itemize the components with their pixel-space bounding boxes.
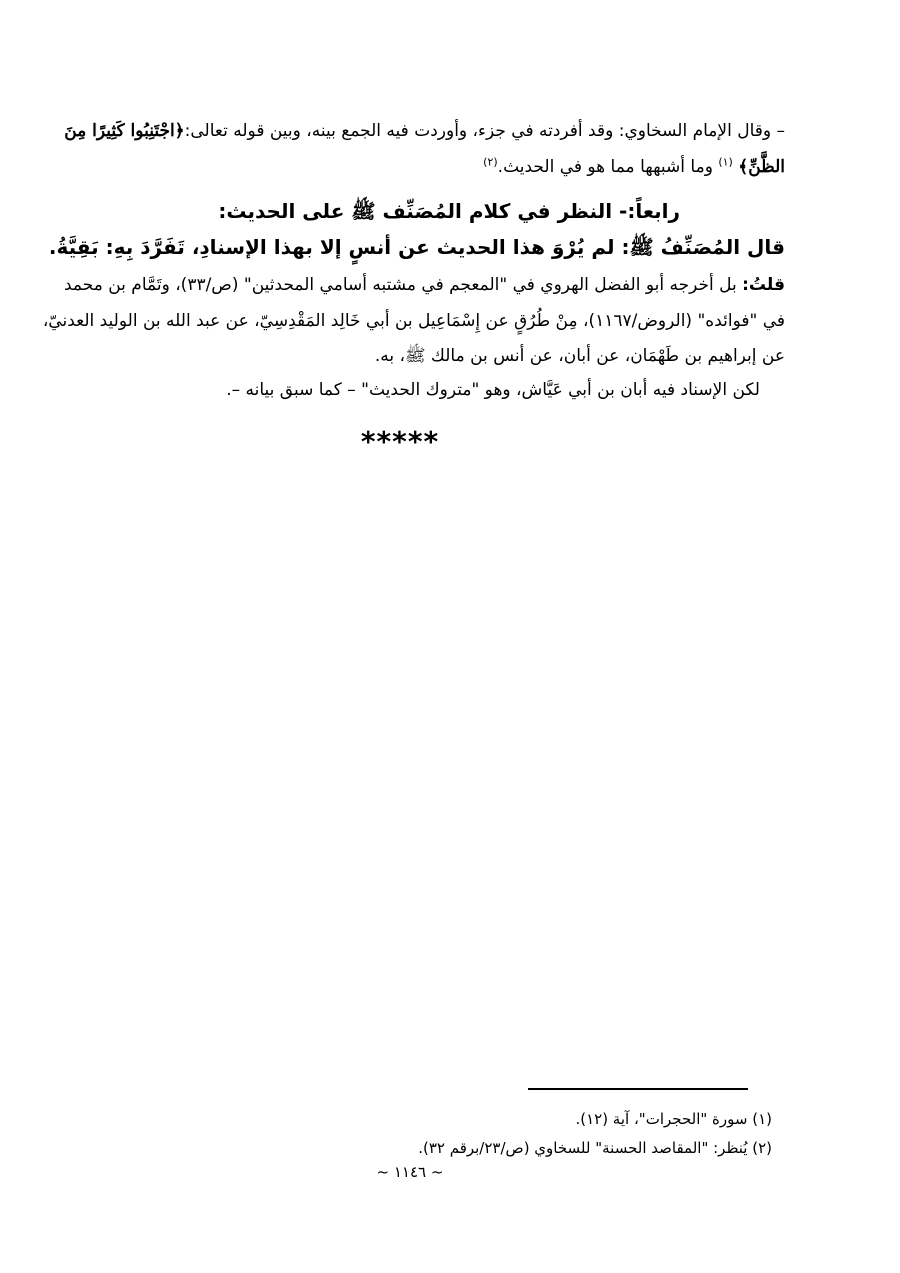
comment-label: قلتُ: (742, 275, 785, 295)
section-separator: ***** (360, 425, 440, 458)
comment-line-3 (75, 342, 785, 370)
comment-line-2-text: في "فوائده" (الروض/١١٦٧)، مِنْ طُرُقٍ عن إِسْمَاعِيل بن أبي خَالِد المَقْدِسِيّ، عن عبد الله بن الوليد العدنيّ، (42, 311, 785, 331)
footnote-divider (528, 1088, 748, 1090)
body-line-2 (75, 153, 785, 181)
quran-verse-part-1: ﴿اجْتَنِبُوا كَثِيرًا مِنَ (64, 121, 185, 141)
footnote-2-text: (٢) يُنظر: "المقاصد الحسنة" للسخاوي (ص/٢٣/برقم ٣٢). (418, 1139, 772, 1157)
footnote-1 (75, 1108, 772, 1130)
comment-line-4-text: لكن الإسناد فيه أبان بن أبي عَيَّاش، وهو "متروك الحديث" – كما سبق بيانه –. (226, 380, 760, 400)
body-line-1-text: – وقال الإمام السخاوي: وقد أفردته في جزء، وأوردت فيه الجمع بينه، وبين قوله تعالى: (184, 121, 785, 141)
body-line-2-text: وما أشبهها مما هو في الحديث. (497, 157, 713, 177)
author-quote (48, 232, 785, 262)
footnote-ref-2[interactable]: (٢) (483, 155, 498, 169)
body-line-1 (64, 117, 785, 145)
footnote-1-text: (١) سورة "الحجرات"، آية (١٢). (575, 1110, 772, 1128)
page-number: ~ ١١٤٦ ~ (376, 1163, 444, 1181)
author-quote-text: لم يُرْوَ هذا الحديث عن أنسٍ إلا بهذا الإسنادِ، تَفَرَّدَ بِهِ: بَقِيَّةُ. (48, 235, 615, 259)
footnote-ref-1[interactable]: (١) (718, 155, 733, 169)
comment-line-4 (75, 376, 760, 404)
comment-line-2 (42, 307, 785, 335)
comment-line-1-text: بل أخرجه أبو الفضل الهروي في "المعجم في مشتبه أسامي المحدثين" (ص/٣٣)، وتَمَّام بن محمد (64, 275, 737, 295)
section-heading (75, 196, 680, 226)
quran-verse-part-2: الظَّنِّ﴾ (738, 157, 785, 177)
footnote-2 (75, 1137, 772, 1159)
section-heading-text: رابعاً:- النظر في كلام المُصَنِّف ﷺ على الحديث: (218, 199, 680, 223)
comment-line-1 (64, 271, 785, 299)
author-quote-label: قال المُصَنِّفُ ﷺ: (621, 235, 785, 259)
comment-line-3-text: عن إبراهيم بن طَهْمَان، عن أبان، عن أنس بن مالك ﷺ، به. (374, 346, 785, 366)
